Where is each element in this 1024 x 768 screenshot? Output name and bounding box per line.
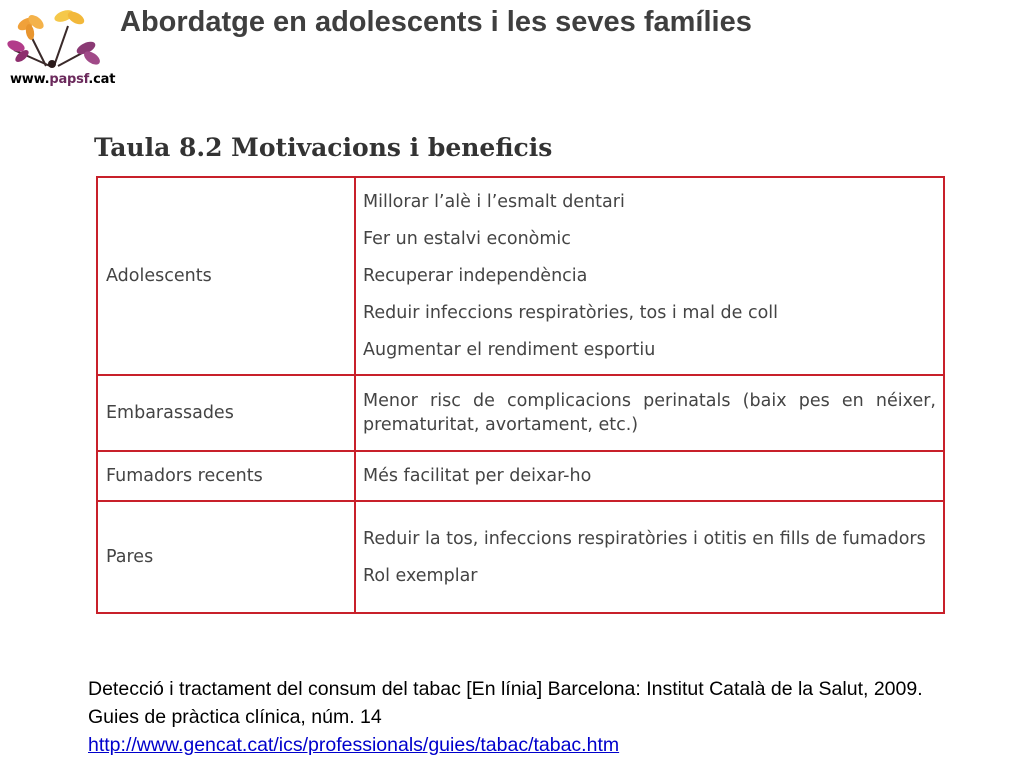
benefit-item: Menor risc de complicacions perinatals (baix pes en néixer, prematuritat, avortament, etc.) xyxy=(363,391,936,435)
benefits-cell xyxy=(355,177,944,375)
table-row xyxy=(97,501,944,613)
table-row xyxy=(97,451,944,501)
benefit-item: Augmentar el rendiment esportiu xyxy=(363,340,656,360)
benefits-cell xyxy=(355,375,944,451)
benefits-cell xyxy=(355,501,944,613)
table-row xyxy=(97,375,944,451)
citation-text: Detecció i tractament del consum del tabac [En línia] Barcelona: Institut Català de la Salut, 2009. Guies de pràctica clínica, núm. 14 xyxy=(88,678,923,728)
benefit-item: Fer un estalvi econòmic xyxy=(363,229,571,249)
table-caption: Taula 8.2 Motivacions i beneficis xyxy=(94,133,553,162)
citation-link[interactable]: http://www.gencat.cat/ics/professionals/guies/tabac/tabac.htm xyxy=(88,734,620,756)
flowers-icon xyxy=(6,4,116,74)
benefit-item: Més facilitat per deixar-ho xyxy=(363,466,592,486)
category-cell: Pares xyxy=(97,501,355,613)
benefit-item: Reduir infeccions respiratòries, tos i mal de coll xyxy=(363,303,779,323)
benefit-item: Rol exemplar xyxy=(363,565,478,586)
benefit-item: Reduir la tos, infeccions respiratòries i otitis en fills de fumadors xyxy=(363,528,926,549)
page-title: Abordatge en adolescents i les seves famílies xyxy=(120,6,752,38)
logo-url: www.papsf.cat xyxy=(10,72,116,87)
benefit-item: Recuperar independència xyxy=(363,266,588,286)
citation xyxy=(88,675,958,759)
category-cell: Embarassades xyxy=(97,375,355,451)
table-row xyxy=(97,177,944,375)
category-cell: Adolescents xyxy=(97,177,355,375)
motivations-table xyxy=(96,176,945,614)
papsf-logo xyxy=(6,4,116,88)
benefits-cell xyxy=(355,451,944,501)
category-cell: Fumadors recents xyxy=(97,451,355,501)
benefit-item: Millorar l’alè i l’esmalt dentari xyxy=(363,192,625,212)
